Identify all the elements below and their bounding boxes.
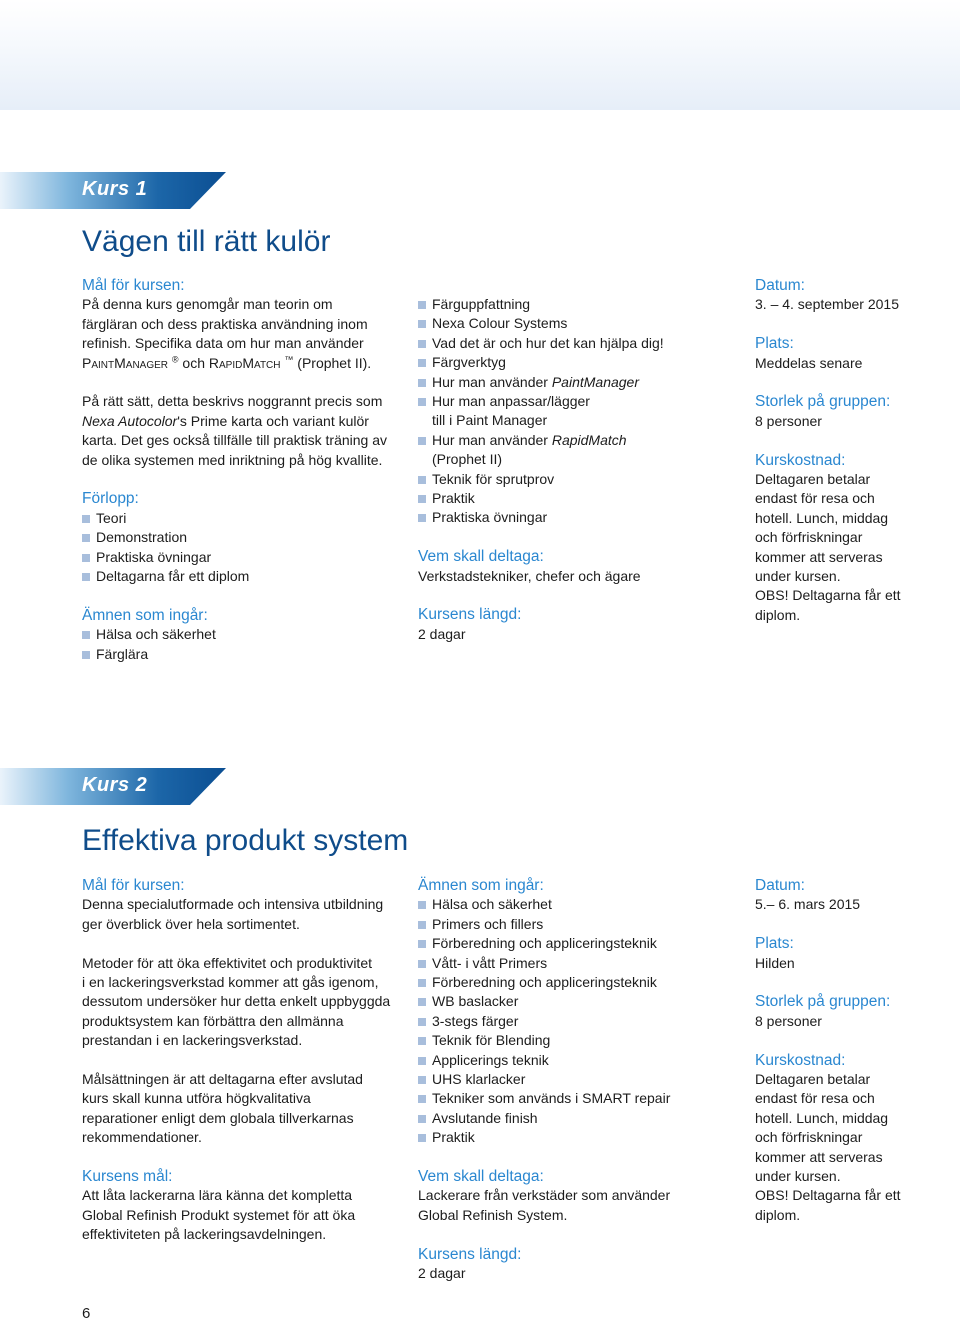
- list-item: Förberedning och appliceringsteknik: [418, 934, 748, 953]
- para-line: karta. Det ges också tillfälle till praktisk träning av: [82, 432, 388, 449]
- list-item: Hur man anpassar/lägger: [418, 392, 748, 411]
- list-item: Förberedning och appliceringsteknik: [418, 973, 748, 992]
- forlopp-heading: Förlopp:: [82, 490, 139, 508]
- list-item: Färglära: [82, 645, 412, 664]
- list-item: Deltagarna får ett diplom: [82, 567, 412, 586]
- para-line: Metoder för att öka effektivitet och produktivitet: [82, 954, 373, 971]
- plats-heading: Plats:: [755, 935, 794, 953]
- course1-col-left: [82, 276, 412, 664]
- list-item: Tekniker som används i SMART repair: [418, 1089, 748, 1108]
- course2-banner: [0, 768, 226, 805]
- list-item: Vad det är och hur det kan hjälpa dig!: [418, 334, 748, 353]
- datum-heading: Datum:: [755, 277, 805, 294]
- amnen-list: [82, 625, 412, 664]
- who-heading: Vem skall deltaga:: [418, 548, 544, 566]
- amnen-heading: Ämnen som ingår:: [418, 877, 544, 894]
- list-item: Praktik: [418, 1128, 748, 1147]
- cost-line: OBS! Deltagarna får ett: [755, 587, 901, 604]
- para-text: 's Prime karta och variant kulör: [177, 412, 369, 429]
- list-item: Praktiska övningar: [418, 508, 748, 527]
- plats-text: Meddelas senare: [755, 354, 863, 371]
- course-goal-heading: Kursens mål:: [82, 1168, 173, 1186]
- who-line: Lackerare från verkstäder som använder: [418, 1187, 671, 1204]
- cost-line: endast för resa och: [755, 1090, 875, 1107]
- list-item: Teknik för sprutprov: [418, 470, 748, 489]
- length-heading: Kursens längd:: [418, 606, 522, 624]
- who-heading: Vem skall deltaga:: [418, 1168, 544, 1186]
- para-line: [82, 412, 412, 431]
- list-item: Nexa Colour Systems: [418, 314, 748, 333]
- list-item-continuation: (Prophet II): [432, 451, 503, 468]
- paintmanager-name: PaintManager: [82, 354, 169, 371]
- list-item: Praktik: [418, 489, 748, 508]
- and-text: och: [178, 354, 209, 371]
- para-line: prestandan i en lackeringsverkstad.: [82, 1032, 303, 1049]
- course1-title: Vägen till rätt kulör: [82, 225, 331, 258]
- prophet-text: (Prophet II).: [293, 354, 372, 371]
- forlopp-list: [82, 509, 412, 587]
- list-item: Hälsa och säkerhet: [82, 625, 412, 644]
- goal-heading: Mål för kursen:: [82, 877, 185, 894]
- registered-mark: ®: [171, 353, 179, 364]
- course2-title: Effektiva produkt system: [82, 824, 409, 857]
- course1-col-right: [755, 276, 955, 625]
- banner-label: Kurs 2: [82, 774, 148, 796]
- para-line: dessutom undersöker hur detta enkelt uppbyggda: [82, 993, 391, 1010]
- length-text: 2 dagar: [418, 625, 466, 642]
- cost-line: kommer att serveras: [755, 1148, 883, 1165]
- para-line: rekommendationer.: [82, 1129, 202, 1146]
- goal-line: Denna specialutformade och intensiva utbildning: [82, 896, 384, 913]
- course2-col-left: [82, 876, 412, 1245]
- para-line: i en lackeringsverkstad kommer att gås igenom,: [82, 974, 379, 991]
- course2-col-right: [755, 876, 955, 1225]
- course1-col-middle: [418, 295, 748, 644]
- cost-line: hotell. Lunch, middag: [755, 509, 889, 526]
- cost-line: under kursen.: [755, 568, 841, 585]
- list-item: [418, 373, 748, 392]
- item-text: Hur man använder: [432, 373, 552, 390]
- cost-line: hotell. Lunch, middag: [755, 1109, 889, 1126]
- cost-heading: Kurskostnad:: [755, 451, 846, 469]
- list-item: Teori: [82, 509, 412, 528]
- course-goal-line: Global Refinish Produkt systemet för att öka: [82, 1206, 356, 1223]
- banner-label: Kurs 1: [82, 178, 148, 200]
- datum-text: 3. – 4. september 2015: [755, 296, 899, 313]
- who-line: Global Refinish System.: [418, 1206, 568, 1223]
- cost-line: och förfriskningar: [755, 1129, 863, 1146]
- plats-heading: Plats:: [755, 335, 794, 353]
- group-size-heading: Storlek på gruppen:: [755, 993, 891, 1011]
- list-item: Applicerings teknik: [418, 1051, 748, 1070]
- page-number: 6: [82, 1305, 91, 1322]
- length-heading: Kursens längd:: [418, 1245, 522, 1263]
- list-item: Färguppfattning: [418, 295, 748, 314]
- list-item: Avslutande finish: [418, 1109, 748, 1128]
- list-item-continuation: till i Paint Manager: [432, 412, 548, 429]
- course2-col-middle: [418, 876, 748, 1284]
- course1-banner: [0, 172, 226, 209]
- goal-line: På denna kurs genomgår man teorin om: [82, 296, 333, 313]
- item-emphasis: PaintManager: [551, 373, 640, 390]
- goal-heading: Mål för kursen:: [82, 277, 185, 294]
- para-line: reparationer enligt dem globala tillverkarnas: [82, 1109, 354, 1126]
- list-item: 3-stegs färger: [418, 1012, 748, 1031]
- list-item: WB baslacker: [418, 992, 748, 1011]
- group-size-text: 8 personer: [755, 412, 822, 429]
- amnen-list: [418, 895, 748, 1147]
- who-text: Verkstadstekniker, chefer och ägare: [418, 567, 641, 584]
- goal-line: refinish. Specifika data om hur man använder: [82, 335, 364, 352]
- list-item: Praktiska övningar: [82, 548, 412, 567]
- cost-line: diplom.: [755, 606, 801, 623]
- datum-text: 5.– 6. mars 2015: [755, 896, 861, 913]
- course-goal-line: effektiviteten på lackeringsavdelningen.: [82, 1226, 327, 1243]
- datum-heading: Datum:: [755, 877, 805, 894]
- header-gradient: [0, 0, 960, 110]
- course-goal-line: Att låta lackerarna lära känna det kompletta: [82, 1187, 353, 1204]
- para-line: produktsystem kan förbättra den allmänna: [82, 1012, 344, 1029]
- para-line: kurs skall kunna utföra högkvalitativa: [82, 1090, 311, 1107]
- item-emphasis: RapidMatch: [551, 431, 627, 448]
- trademark-mark: ™: [284, 353, 294, 364]
- para-line: På rätt sätt, detta beskrivs noggrannt precis som: [82, 393, 383, 410]
- para-line: Målsättningen är att deltagarna efter avslutad: [82, 1071, 363, 1088]
- plats-text: Hilden: [755, 954, 795, 971]
- list-item: UHS klarlacker: [418, 1070, 748, 1089]
- list-item: Vått- i vått Primers: [418, 954, 748, 973]
- goal-line-products: [82, 354, 412, 373]
- cost-heading: Kurskostnad:: [755, 1051, 846, 1069]
- goal-line: färgläran och dess praktiska användning inom: [82, 315, 368, 332]
- cost-line: endast för resa och: [755, 490, 875, 507]
- list-item: Färgverktyg: [418, 353, 748, 372]
- goal-line: ger överblick över hela sortimentet.: [82, 915, 300, 932]
- list-item: Primers och fillers: [418, 915, 748, 934]
- cost-line: och förfriskningar: [755, 529, 863, 546]
- list-item: Teknik för Blending: [418, 1031, 748, 1050]
- cost-line: Deltagaren betalar: [755, 1071, 871, 1088]
- list-item: Hälsa och säkerhet: [418, 895, 748, 914]
- group-size-text: 8 personer: [755, 1012, 822, 1029]
- cost-line: Deltagaren betalar: [755, 471, 871, 488]
- brand-name: Nexa Autocolor: [82, 412, 178, 429]
- amnen-heading: Ämnen som ingår:: [82, 606, 208, 624]
- topics-list: [418, 295, 748, 528]
- cost-line: OBS! Deltagarna får ett: [755, 1187, 901, 1204]
- cost-line: diplom.: [755, 1206, 801, 1223]
- item-text: Hur man använder: [432, 431, 552, 448]
- cost-line: kommer att serveras: [755, 548, 883, 565]
- length-text: 2 dagar: [418, 1265, 466, 1282]
- rapidmatch-name: RapidMatch: [208, 354, 281, 371]
- list-item: [418, 431, 748, 450]
- group-size-heading: Storlek på gruppen:: [755, 393, 891, 411]
- cost-line: under kursen.: [755, 1168, 841, 1185]
- list-item: Demonstration: [82, 528, 412, 547]
- para-line: de olika systemen med inriktning på hög kvallite.: [82, 451, 383, 468]
